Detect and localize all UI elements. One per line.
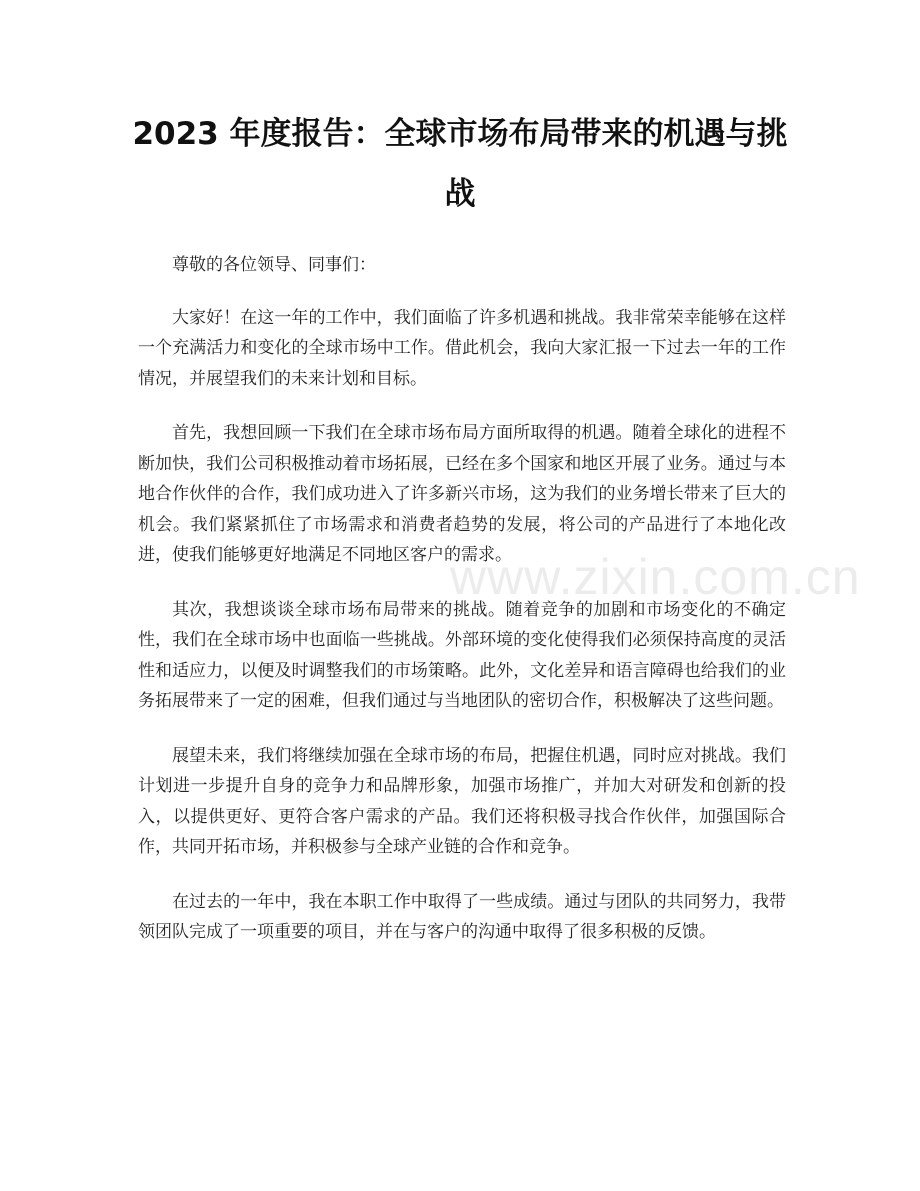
paragraph-achievements: 在过去的一年中，我在本职工作中取得了一些成绩。通过与团队的共同努力，我带领团队完成了一项重要的项目，并在与客户的沟通中取得了很多积极的反馈。 — [138, 891, 786, 942]
document-body — [138, 250, 786, 972]
salutation: 尊敬的各位领导、同事们： — [172, 255, 376, 275]
watermark: www.zixin.com.cn — [450, 549, 861, 605]
paragraph-outlook: 展望未来，我们将继续加强在全球市场的布局，把握住机遇，同时应对挑战。我们计划进一步提升自身的竞争力和品牌形象，加强市场推广，并加大对研发和创新的投入，以提供更好、更符合客户需求的产品。我们还将积极寻找合作伙伴，加强国际合作，共同开拓市场，并积极参与全球产业链的合作和竞争。 — [138, 745, 786, 857]
paragraph-opportunities: 首先，我想回顾一下我们在全球市场布局方面所取得的机遇。随着全球化的进程不断加快，我们公司积极推动着市场拓展，已经在多个国家和地区开展了业务。通过与本地合作伙伴的合作，我们成功进入了许多新兴市场，这为我们的业务增长带来了巨大的机会。我们紧紧抓住了市场需求和消费者趋势的发展，将公司的产品进行了本地化改进，使我们能够更好地满足不同地区客户的需求。 — [138, 423, 786, 565]
paragraph-challenges: 其次，我想谈谈全球市场布局带来的挑战。随着竞争的加剧和市场变化的不确定性，我们在全球市场中也面临一些挑战。外部环境的变化使得我们必须保持高度的灵活性和适应力，以便及时调整我们的市场策略。此外，文化差异和语言障碍也给我们的业务拓展带来了一定的困难，但我们通过与当地团队的密切合作，积极解决了这些问题。 — [138, 599, 786, 711]
paragraph-greeting: 大家好！在这一年的工作中，我们面临了许多机遇和挑战。我非常荣幸能够在这样一个充满活力和变化的全球市场中工作。借此机会，我向大家汇报一下过去一年的工作情况，并展望我们的未来计划和目标。 — [138, 307, 786, 389]
document-title: 2023 年度报告：全球市场布局带来的机遇与挑战 — [132, 116, 788, 212]
